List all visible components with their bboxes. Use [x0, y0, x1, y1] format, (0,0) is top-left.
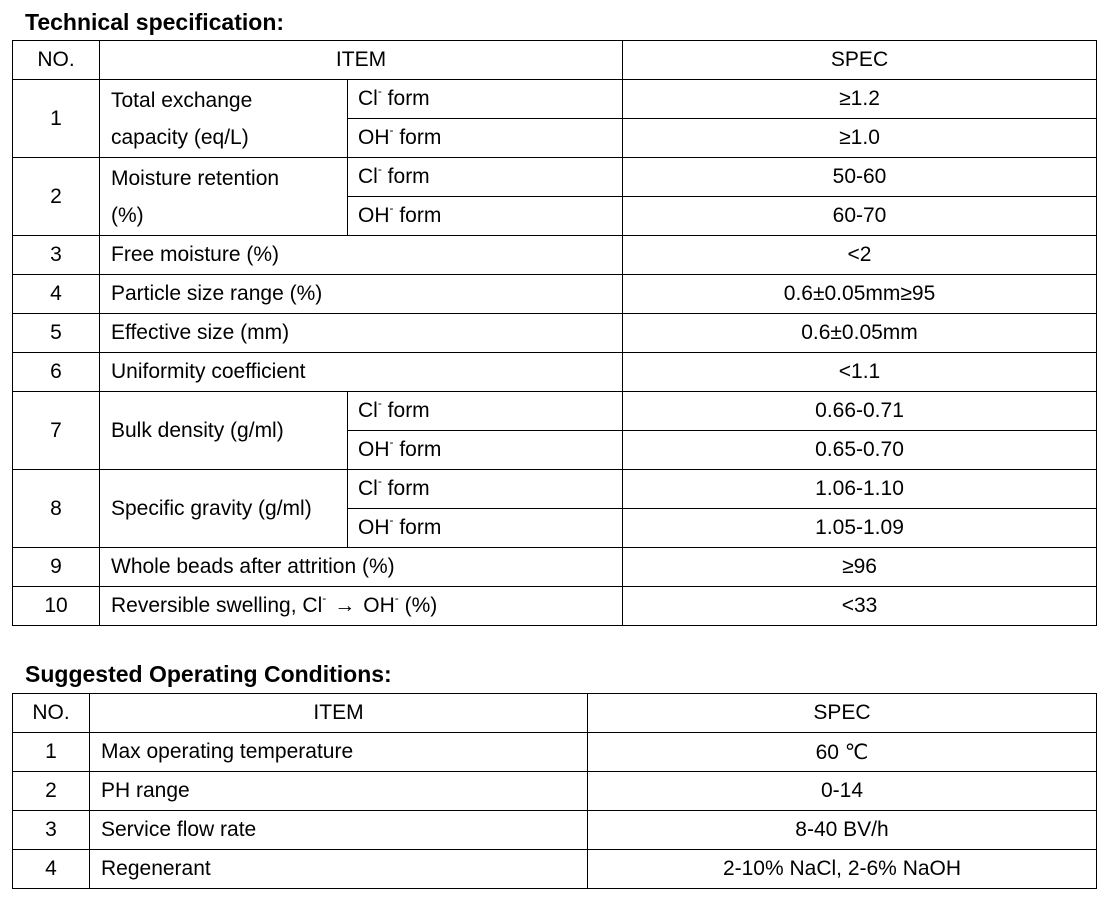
row-subform: OH- form — [348, 119, 623, 158]
row-item: Uniformity coefficient — [100, 353, 623, 392]
table-row — [13, 850, 1097, 889]
operating-conditions-table — [12, 693, 1097, 889]
row-no: 2 — [13, 158, 100, 236]
row-no: 3 — [13, 811, 90, 850]
row-subform: Cl- form — [348, 80, 623, 119]
table-header-row — [13, 41, 1097, 80]
row-no: 1 — [13, 733, 90, 772]
row-spec: 1.06-1.10 — [623, 470, 1097, 509]
row-item: Moisture retention (%) — [100, 158, 348, 236]
row-subform: Cl- form — [348, 158, 623, 197]
row-spec: <33 — [623, 587, 1097, 626]
table-row — [13, 353, 1097, 392]
row-item: Whole beads after attrition (%) — [100, 548, 623, 587]
row-spec: ≥96 — [623, 548, 1097, 587]
table-row — [13, 80, 1097, 119]
tech-spec-heading: Technical specification: — [25, 9, 285, 35]
row-item: Free moisture (%) — [100, 236, 623, 275]
row-spec: <1.1 — [623, 353, 1097, 392]
row-spec: 60-70 — [623, 197, 1097, 236]
row-no: 8 — [13, 470, 100, 548]
row-spec: 0.66-0.71 — [623, 392, 1097, 431]
table-row — [13, 733, 1097, 772]
row-spec: <2 — [623, 236, 1097, 275]
table-row — [13, 314, 1097, 353]
row-spec: 60 ℃ — [588, 733, 1097, 772]
row-item: Specific gravity (g/ml) — [100, 470, 348, 548]
table-row — [13, 811, 1097, 850]
row-subform: OH- form — [348, 509, 623, 548]
table-row — [13, 548, 1097, 587]
table-header-row — [13, 694, 1097, 733]
row-spec: 8-40 BV/h — [588, 811, 1097, 850]
header-item: ITEM — [100, 41, 623, 80]
header-spec: SPEC — [588, 694, 1097, 733]
row-spec: 0.6±0.05mm — [623, 314, 1097, 353]
row-subform: Cl- form — [348, 392, 623, 431]
row-no: 4 — [13, 850, 90, 889]
table-row — [13, 587, 1097, 626]
row-no: 1 — [13, 80, 100, 158]
row-spec: ≥1.2 — [623, 80, 1097, 119]
row-item: Effective size (mm) — [100, 314, 623, 353]
row-item: Service flow rate — [90, 811, 588, 850]
row-spec: 0.65-0.70 — [623, 431, 1097, 470]
row-no: 3 — [13, 236, 100, 275]
header-no: NO. — [13, 694, 90, 733]
row-item: Total exchange capacity (eq/L) — [100, 80, 348, 158]
row-no: 7 — [13, 392, 100, 470]
arrow-icon: → — [334, 594, 356, 617]
row-subform: Cl- form — [348, 470, 623, 509]
table-row — [13, 236, 1097, 275]
table-row — [13, 392, 1097, 431]
row-spec: 0.6±0.05mm≥95 — [623, 275, 1097, 314]
row-no: 4 — [13, 275, 100, 314]
table-row — [13, 275, 1097, 314]
row-item: Max operating temperature — [90, 733, 588, 772]
row-spec: 1.05-1.09 — [623, 509, 1097, 548]
row-spec: 2-10% NaCl, 2-6% NaOH — [588, 850, 1097, 889]
table-row — [13, 158, 1097, 197]
row-no: 5 — [13, 314, 100, 353]
tech-spec-table — [12, 40, 1097, 626]
row-no: 10 — [13, 587, 100, 626]
row-spec: ≥1.0 — [623, 119, 1097, 158]
row-item: Regenerant — [90, 850, 588, 889]
row-item: PH range — [90, 772, 588, 811]
row-spec: 50-60 — [623, 158, 1097, 197]
header-spec: SPEC — [623, 41, 1097, 80]
row-no: 9 — [13, 548, 100, 587]
row-subform: OH- form — [348, 431, 623, 470]
row-item: Bulk density (g/ml) — [100, 392, 348, 470]
header-item: ITEM — [90, 694, 588, 733]
row-no: 2 — [13, 772, 90, 811]
row-item: Reversible swelling, Cl- → OH- (%) — [100, 587, 623, 626]
header-no: NO. — [13, 41, 100, 80]
table-row — [13, 470, 1097, 509]
row-no: 6 — [13, 353, 100, 392]
table-row — [13, 772, 1097, 811]
operating-conditions-heading: Suggested Operating Conditions: — [25, 661, 392, 687]
row-spec: 0-14 — [588, 772, 1097, 811]
row-item: Particle size range (%) — [100, 275, 623, 314]
row-subform: OH- form — [348, 197, 623, 236]
